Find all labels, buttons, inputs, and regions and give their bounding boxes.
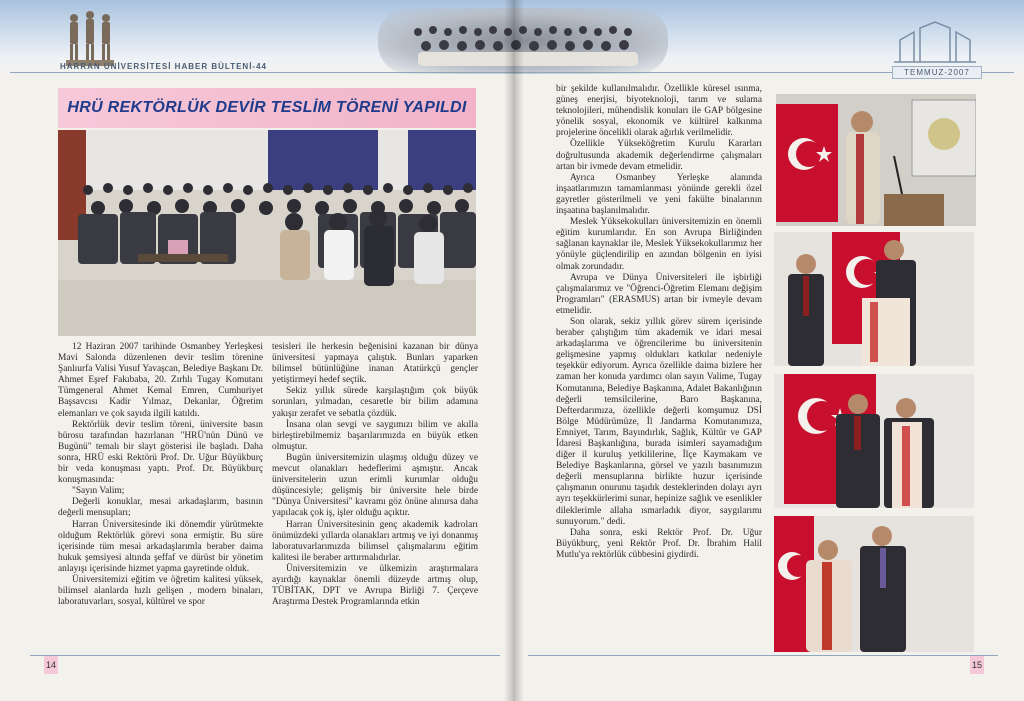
robe-ceremony-photo [774, 374, 974, 508]
paragraph: Harran Üniversitesinde iki dönemdir yürütmekte olduğum Rektörlük görevi sona ermiştir. Bu süre içerisinde tüm mesai arkadaşlarımla beraber daima hukuk şemsiyesi altında şeffaf ve dürüst bir yönetim anlayışı içerisinde hizmet yapma gayretinde olduk. [58, 519, 263, 574]
paragraph: Son olarak, sekiz yıllık görev sürem içerisinde beraber çalıştığım tüm akademik ve idari mesai arkadaşlarıma ve öğrencilerime bu üniversitenin gelişmesine yapmış oldukları katkılar nedeniyle teşekkür ediyorum. Ayrıca özellikle daima bizlere her zaman her konuda yardımcı olan sayın Valime, Tugay Komutanına, Belediye Başkanına, Adalet Bakanlığının değerli temsilcilerine, Baro Başkanına, Defterdarımıza, özellikle değerli komşumuz DSİ Bölge Müdürümüze, İl Jandarma Komutanımıza, Emniyet, Tarım, Bayındırlık, Sağlık, Kültür ve GAP İdaresi Başkanlığına, burada isimleri sayamadığım diğer il kuruluş yetkililerine, İlçe Kaymakam ve Belediye Başkanlarına, görsel ve yazılı basınımızın değerli mensuplarına birlikte huzur içerisinde çalışmanın onurunu taşıdık desteklerinden dolayı ayrı ayrı teşekkürlerimi sunar, hepinize sağlık ve esenlikler dileklerimle allaha ısmarladık diyor, saygılarımı sunuyorum." dedi. [556, 316, 762, 527]
paragraph: Ayrıca Osmanbey Yerleşke alanında inşaatlarımızın tamamlanması yönünde gerekli özel gayretler gösterilmeli ve yeni fakülte binalarının inşaatına başlanılmalıdır. [556, 172, 762, 217]
paragraph: tesisleri ile herkesin beğenisini kazanan bir dünya üniversitesi yapmaya çalıştık. Bunları yaparken bilimsel bütünlüğüne inanan Atatürkçü gençler yetiştirmeyi hedef seçtik. [272, 342, 478, 386]
paragraph: Avrupa ve Dünya Üniversiteleri ile işbirliği çalışmalarımız ve "Öğrenci-Öğretim Elemanı değişim Programları" (ERASMUS) artan bir ivmeyle devam etmelidir. [556, 272, 762, 316]
issue-date: TEMMUZ-2007 [892, 66, 982, 79]
article-column-1 [58, 342, 263, 608]
article-column-2 [272, 342, 478, 608]
article-title-banner [58, 88, 476, 128]
paragraph: Harran Üniversitesinin genç akademik kadroları önümüzdeki yıllarda olanakları artmış ve iyi donanmış laboratuvarlarımızda bilimsel çalışmalarını eğitim kalitesi ile beraber arttırmalıdırlar. [272, 519, 478, 563]
paragraph: 12 Haziran 2007 tarihinde Osmanbey Yerleşkesi Mavi Salonda düzenlenen devir teslim törenine Şanlıurfa Valisi Yusuf Yavaşcan, Belediye Başkanı Dr. Ahmet Eşref Fakıbaba, 20. Zırhlı Tugay Komutanı Tümgeneral Ahmet Kemal Emren, Cumhuriyet Başsavcısı Kadir Yılmaz, Dekanlar, Öğretim elemanları ve çok sayıda ilgili katıldı. [58, 342, 263, 419]
paragraph: Daha sonra, eski Rektör Prof. Dr. Uğur Büyükburç, yeni Rektör Prof. Dr. İbrahim Halil Mutlu'ya rektörlük cübbesini giydirdi. [556, 527, 762, 560]
ceremony-audience-photo [58, 130, 476, 336]
paragraph: Değerli konuklar, mesai arkadaşlarım, basının değerli mensupları; [58, 497, 263, 519]
article-title: HRÜ REKTÖRLÜK DEVİR TESLİM TÖRENİ YAPILDI [67, 99, 467, 116]
paragraph: Sekiz yıllık sürede karşılaştığım çok büyük sorunları, yılmadan, cesaretle bir bilim adamına yakışır zerafet ve sebatla çözdük. [272, 386, 478, 419]
page-number-left: 14 [44, 656, 58, 674]
article-column-3 [556, 84, 762, 561]
paragraph: Bugün üniversitemizin ulaşmış olduğu düzey ve mevcut olanakları hedeflerimi aşmıştır. Ancak üniversitelerin uzun erimli kurumlar olduğu düşüncesiyle; gelişmiş bir üniversite hele birde "Dünya Üniversitesi" kavramı göz önüne alınırsa daha yapılacak çok iş, işler olduğu açıktır. [272, 452, 478, 519]
paragraph: Üniversitemizi eğitim ve öğretim kalitesi yüksek, bilimsel alanlarda hızlı gelişen , modern binaları, laboratuvarları, sosyal, kültürel ve spor [58, 574, 263, 608]
bulletin-title: HARRAN ÜNİVERSİTESİ HABER BÜLTENİ-44 [60, 62, 267, 71]
paragraph: Özellikle Yükseköğretim Kurulu Kararları doğrultusunda akademik değerlendirme çalışmaları artan bir ivmede devam etmelidir. [556, 139, 762, 172]
paragraph: "Sayın Valim; [72, 486, 125, 497]
right-footer-rule [528, 655, 998, 656]
new-rector-photo [774, 516, 974, 652]
paragraph: Üniversitemizin ve ülkemizin araştırmalara ayırdığı kaynaklar önemli düzeyde artmış olup, TÜBİTAK, DPT ve Avrupa Birliği 7. Çerçeve Araştırma Destek Programlarında etkin [272, 563, 478, 608]
podium-speech-photo [776, 94, 976, 226]
flag-gift-photo [774, 232, 974, 366]
left-footer-rule [30, 655, 500, 656]
paragraph: Meslek Yüksekokulları üniversitemizin en önemli eğitim kurumlarıdır. En son Avrupa Birliğinden sağlanan kaynaklar ile, Meslek Yüksekokullarımız her yönüyle güçlendirilip en azından bölgenin en iyisi olmak zorundadır. [556, 217, 762, 272]
statue-icon [60, 10, 120, 68]
page-gutter [504, 0, 524, 701]
paragraph: Rektörlük devir teslim töreni, üniversite basın bürosu tarafından hazırlanan "HRÜ'nün Dünü ve Bugünü" temalı bir slayt gösterisi ile başladı. Daha sonra, HRÜ eski Rektörü Prof. Dr. Uğur Büyükburç bir veda konuşması yaptı. Prof. Dr. Büyükburç konuşmasında: [58, 419, 263, 486]
page-number-right: 15 [970, 656, 984, 674]
paragraph: İnsana olan sevgi ve saygımızı bilim ve akılla birleştirebilmemiz başarılarımızda en büyük etken olmuştur. [272, 419, 478, 452]
paragraph: bir şekilde kullanılmalıdır. Özellikle küresel ısınma, güneş enerjisi, biyoteknoloji, tarım ve sulama teknolojileri, mühendislik konuları ile GAP bölgesine yönelik sosyal, ekonomik ve kültürel kalkınma projelerine öncelikli olarak ağırlık verilmelidir. [556, 84, 762, 139]
university-logo-icon [890, 18, 980, 64]
